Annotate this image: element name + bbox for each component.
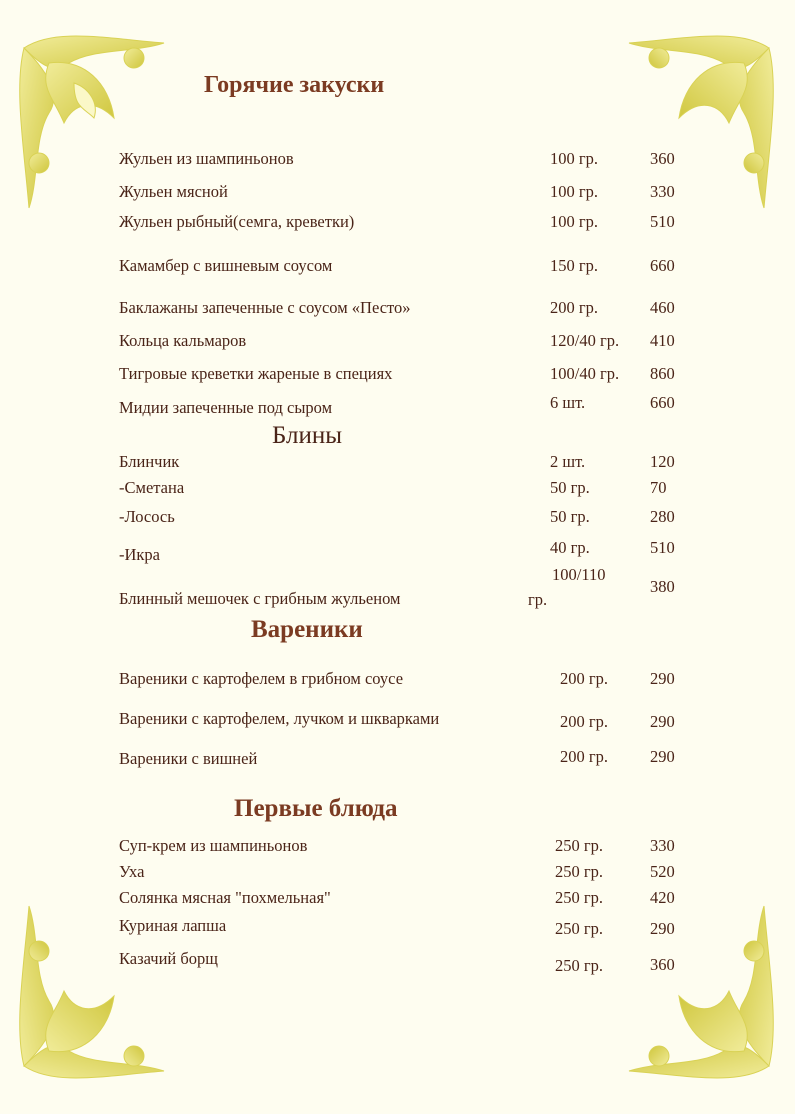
item-name: -Икра [119, 545, 161, 564]
item-price: 360 [650, 955, 675, 974]
item-weight: 250 гр. [555, 888, 604, 907]
menu-item [0, 182, 795, 206]
item-name: Баклажаны запеченные с соусом «Песто» [119, 298, 411, 317]
item-name: Вареники с вишней [119, 749, 258, 768]
item-price: 380 [650, 577, 675, 596]
menu-item [0, 331, 795, 355]
item-name: Тигровые креветки жареные в специях [119, 364, 393, 383]
item-weight: 250 гр. [555, 919, 604, 938]
item-name: Суп-крем из шампиньонов [119, 836, 308, 855]
section-title-first-courses: Первые блюда [234, 795, 398, 822]
item-weight: 50 гр. [550, 478, 590, 497]
section-title-pancakes: Блины [272, 422, 343, 449]
item-weight: 6 шт. [550, 393, 586, 412]
item-name: Блинный мешочек с грибным жульеном [119, 589, 401, 608]
item-price: 410 [650, 331, 675, 350]
menu-item [0, 393, 795, 417]
item-price: 280 [650, 507, 675, 526]
menu-item [0, 888, 795, 912]
item-name: Мидии запеченные под сыром [119, 398, 333, 417]
item-name: Жульен мясной [119, 182, 228, 201]
item-price: 420 [650, 888, 675, 907]
item-price: 660 [650, 393, 675, 412]
menu-item [0, 709, 795, 733]
menu-item [0, 538, 795, 562]
item-weight: 200 гр. [560, 747, 609, 766]
item-name: Кольца кальмаров [119, 331, 247, 350]
menu-item [0, 669, 795, 693]
item-name: Уха [119, 862, 145, 881]
item-price: 520 [650, 862, 675, 881]
menu-item [0, 916, 795, 940]
section-title-dumplings: Вареники [251, 616, 363, 643]
menu-item [0, 747, 795, 771]
section-title-hot-appetizers: Горячие закуски [204, 72, 385, 98]
item-price: 290 [650, 669, 675, 688]
item-price: 330 [650, 836, 675, 855]
item-name: Вареники с картофелем, лучком и шкварками [119, 709, 440, 728]
item-price: 460 [650, 298, 675, 317]
item-name: Жульен из шампиньонов [119, 149, 294, 168]
menu-item [0, 949, 795, 973]
menu-item [0, 862, 795, 886]
item-weight: 100 гр. [550, 212, 599, 231]
item-name: -Сметана [119, 478, 185, 497]
item-price: 70 [650, 478, 667, 497]
item-weight: 40 гр. [550, 538, 590, 557]
item-weight: 150 гр. [550, 256, 599, 275]
item-name: Камамбер с вишневым соусом [119, 256, 333, 275]
item-weight: 100/40 гр. [550, 364, 620, 383]
item-name: Куриная лапша [119, 916, 227, 935]
item-price: 510 [650, 212, 675, 231]
menu-item [0, 256, 795, 280]
item-price: 290 [650, 712, 675, 731]
item-name: Солянка мясная "похмельная" [119, 888, 331, 907]
menu-item [0, 565, 795, 615]
item-name: Вареники с картофелем в грибном соусе [119, 669, 404, 688]
item-weight: 250 гр. [555, 836, 604, 855]
item-weight: 200 гр. [560, 669, 609, 688]
item-name: Казачий борщ [119, 949, 218, 968]
item-price: 290 [650, 747, 675, 766]
menu-item [0, 836, 795, 860]
item-name: Блинчик [119, 452, 180, 471]
item-price: 330 [650, 182, 675, 201]
item-price: 510 [650, 538, 675, 557]
menu-item [0, 452, 795, 476]
menu-item [0, 507, 795, 531]
item-weight: 200 гр. [560, 712, 609, 731]
item-weight: 250 гр. [555, 956, 604, 975]
item-weight: 120/40 гр. [550, 331, 620, 350]
item-weight: 200 гр. [550, 298, 599, 317]
menu-item [0, 212, 795, 236]
item-price: 290 [650, 919, 675, 938]
item-weight: 2 шт. [550, 452, 586, 471]
item-name: -Лосось [119, 507, 175, 526]
menu-item [0, 478, 795, 502]
menu-item [0, 298, 795, 322]
item-weight: 50 гр. [550, 507, 590, 526]
item-weight: 250 гр. [555, 862, 604, 881]
menu-item [0, 364, 795, 388]
menu-item [0, 149, 795, 173]
item-weight: 100 гр. [550, 149, 599, 168]
item-weight: 100/110 [552, 565, 606, 584]
item-price: 360 [650, 149, 675, 168]
item-weight-unit: гр. [528, 590, 548, 609]
item-price: 120 [650, 452, 675, 471]
item-weight: 100 гр. [550, 182, 599, 201]
item-name: Жульен рыбный(семга, креветки) [119, 212, 355, 231]
item-price: 660 [650, 256, 675, 275]
item-price: 860 [650, 364, 675, 383]
